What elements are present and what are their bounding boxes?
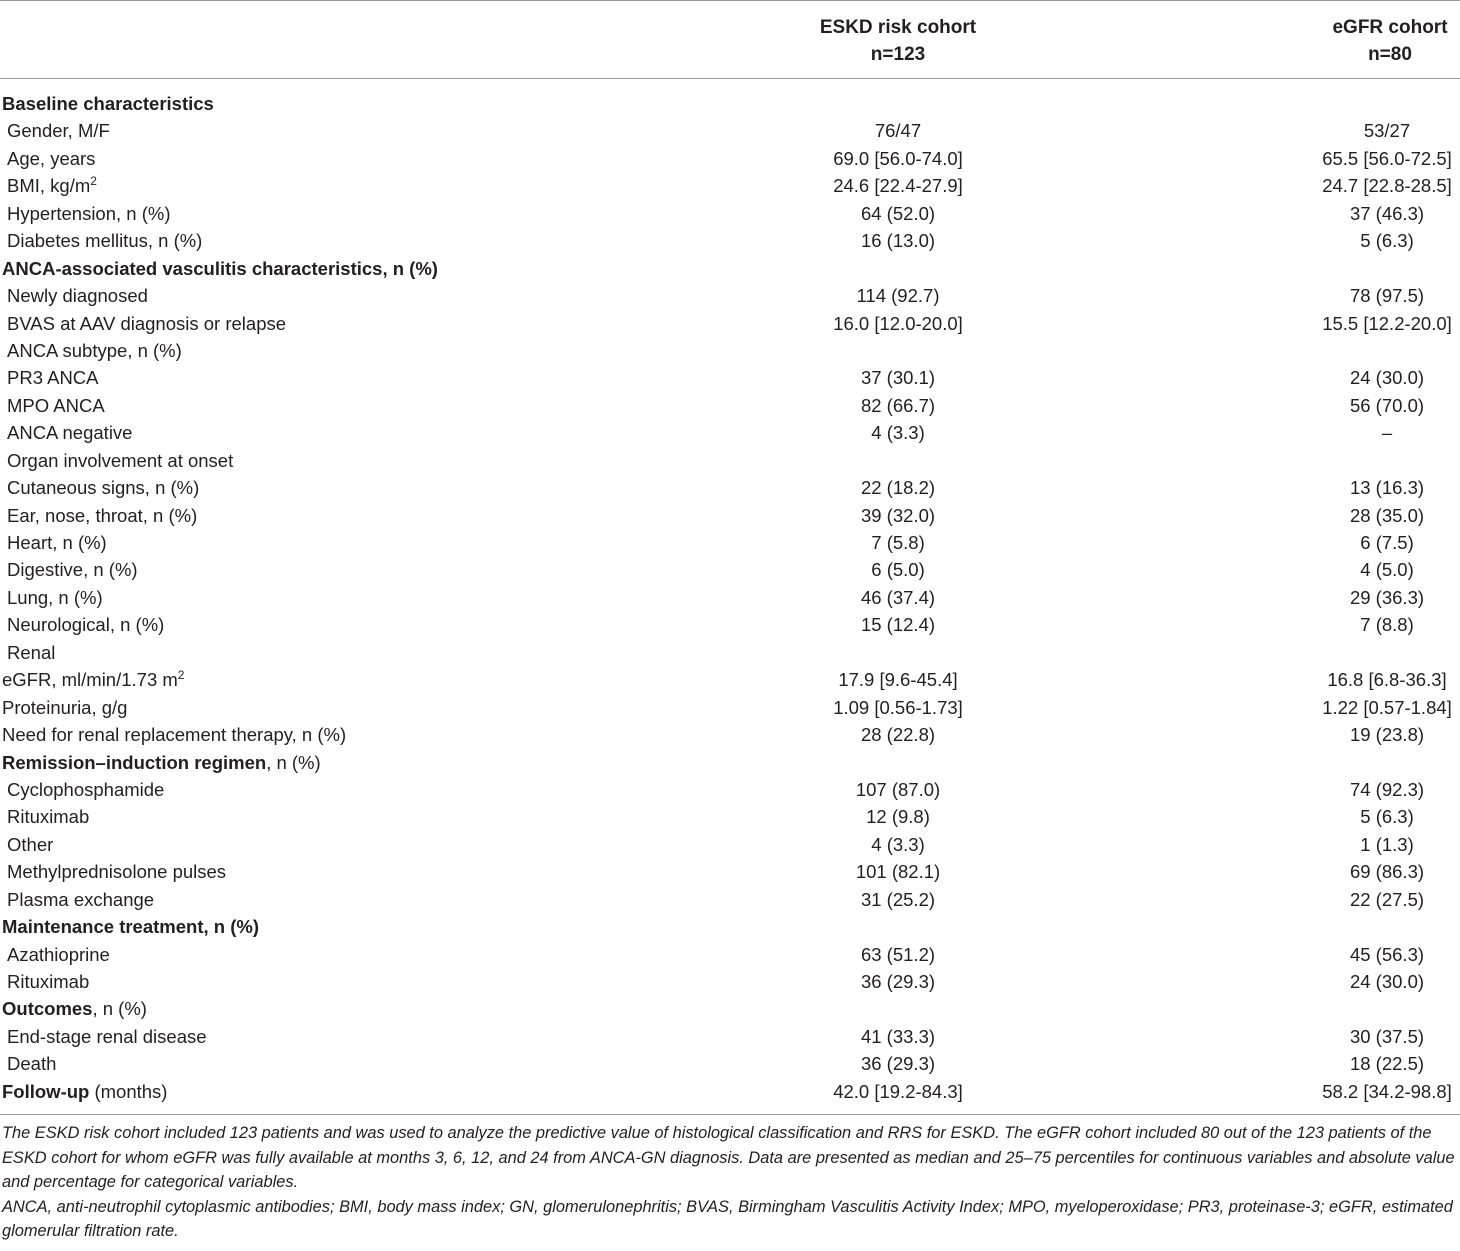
cell-eskd-cohort: 36 (29.3)	[860, 971, 936, 992]
cell-eskd-cohort: 41 (33.3)	[860, 1025, 936, 1047]
row-label-text: Azathioprine	[7, 943, 110, 965]
cell-eskd-cohort: 16 (13.0)	[860, 230, 936, 252]
cell-eskd-cohort: 4 (3.3)	[871, 833, 925, 855]
row-label-text: ANCA negative	[7, 422, 133, 444]
row-label-text: Outcomes	[2, 998, 93, 1020]
row-label	[7, 502, 197, 529]
row-label-text: Follow-up	[2, 1080, 90, 1102]
row-label-text: Hypertension, n (%)	[7, 202, 171, 224]
row-label-text: eGFR, ml/min/1.73 m	[2, 669, 178, 691]
bottom-rule	[0, 1114, 1460, 1115]
cell-egfr-cohort: 74 (92.3)	[1349, 778, 1425, 800]
table-footnotes	[2, 1121, 1458, 1244]
row-label	[7, 941, 110, 968]
cell-eskd-cohort: 12 (9.8)	[866, 806, 930, 828]
table-row	[0, 886, 1460, 913]
table-row	[0, 803, 1460, 830]
cell-egfr-cohort: 5 (6.3)	[1360, 806, 1414, 828]
cell-eskd-cohort: 15 (12.4)	[860, 614, 936, 636]
table-row	[0, 419, 1460, 446]
cell-egfr-cohort: 30 (37.5)	[1349, 1025, 1425, 1047]
cell-egfr-cohort: 1 (1.3)	[1360, 833, 1414, 855]
table-row	[0, 776, 1460, 803]
row-label	[7, 447, 233, 474]
row-label-text: Lung, n (%)	[7, 586, 103, 608]
row-label-text: MPO ANCA	[7, 394, 105, 416]
cell-eskd-cohort: 7 (5.8)	[871, 532, 925, 553]
table-row	[0, 529, 1460, 556]
cell-eskd-cohort: 69.0 [56.0-74.0]	[833, 147, 963, 169]
table-row	[0, 639, 1460, 666]
cell-egfr-cohort: 24 (30.0)	[1349, 367, 1425, 389]
row-label-text: PR3 ANCA	[7, 367, 99, 389]
table-row	[0, 172, 1460, 199]
row-label-text: Proteinuria, g/g	[2, 696, 128, 718]
table-row	[0, 474, 1460, 501]
row-label	[7, 968, 89, 995]
table-row	[0, 282, 1460, 309]
cell-eskd-cohort: 46 (37.4)	[860, 586, 936, 608]
row-label-text: Ear, nose, throat, n (%)	[7, 504, 198, 526]
row-label-text: Death	[7, 1053, 57, 1075]
section-row	[0, 255, 1460, 282]
row-label-text: Plasma exchange	[7, 888, 155, 910]
section-label	[2, 749, 321, 776]
table-row	[0, 858, 1460, 885]
section-row	[0, 995, 1460, 1022]
row-label	[7, 310, 286, 337]
row-label	[7, 145, 95, 172]
cell-eskd-cohort: 39 (32.0)	[860, 504, 936, 526]
cell-eskd-cohort: 64 (52.0)	[860, 202, 936, 224]
section-row	[0, 90, 1460, 117]
cell-egfr-cohort: 24 (30.0)	[1349, 971, 1425, 992]
row-label	[7, 611, 164, 638]
table-row	[0, 1023, 1460, 1050]
row-label-text: BVAS at AAV diagnosis or relapse	[7, 312, 287, 334]
row-label-text: Remission–induction regimen	[2, 751, 267, 773]
cell-egfr-cohort: 28 (35.0)	[1349, 504, 1425, 526]
row-label	[2, 666, 184, 693]
row-label-text: Renal	[7, 641, 56, 663]
column-header-count: n=80	[1368, 44, 1412, 65]
table-row	[0, 392, 1460, 419]
row-label	[7, 858, 226, 885]
cell-eskd-cohort: 82 (66.7)	[860, 394, 936, 416]
table-row	[0, 1050, 1460, 1077]
row-label-text: Neurological, n (%)	[7, 614, 165, 636]
cell-egfr-cohort: 1.22 [0.57-1.84]	[1322, 696, 1452, 718]
row-label	[7, 392, 105, 419]
row-label	[7, 282, 148, 309]
row-label	[7, 419, 132, 446]
cell-eskd-cohort: 16.0 [12.0-20.0]	[833, 312, 963, 334]
row-label-text: Newly diagnosed	[7, 285, 148, 307]
cell-egfr-cohort: –	[1381, 422, 1393, 444]
cell-eskd-cohort: 101 (82.1)	[855, 861, 941, 883]
table-row	[0, 337, 1460, 364]
cell-egfr-cohort: 24.7 [22.8-28.5]	[1322, 175, 1452, 197]
cell-eskd-cohort: 63 (51.2)	[860, 943, 936, 965]
row-label-text: End-stage renal disease	[7, 1025, 207, 1047]
table-row	[0, 941, 1460, 968]
cell-egfr-cohort: 56 (70.0)	[1349, 394, 1425, 416]
row-label-suffix: (months)	[89, 1080, 168, 1102]
row-label-text: Rituximab	[7, 971, 90, 992]
cell-eskd-cohort: 1.09 [0.56-1.73]	[833, 696, 963, 718]
cell-egfr-cohort: 53/27	[1363, 120, 1411, 142]
row-label-text: Gender, M/F	[7, 120, 110, 142]
cell-eskd-cohort: 42.0 [19.2-84.3]	[833, 1080, 963, 1102]
row-label-text: BMI, kg/m	[7, 175, 91, 197]
top-rule	[0, 0, 1460, 1]
row-label	[7, 831, 53, 858]
section-row	[0, 913, 1460, 940]
row-label	[7, 584, 103, 611]
table-row	[0, 584, 1460, 611]
section-label	[2, 1078, 167, 1105]
row-label	[7, 227, 202, 254]
table-row	[0, 556, 1460, 583]
cell-eskd-cohort: 76/47	[874, 120, 922, 142]
table-row	[0, 502, 1460, 529]
row-label	[7, 776, 164, 803]
row-label	[7, 172, 97, 199]
table-row	[0, 968, 1460, 995]
row-label	[7, 474, 199, 501]
cell-egfr-cohort: 6 (7.5)	[1360, 532, 1414, 553]
superscript: 2	[90, 174, 97, 189]
cell-egfr-cohort: 37 (46.3)	[1349, 202, 1425, 224]
row-label-text: Age, years	[7, 147, 96, 169]
row-label-text: Diabetes mellitus, n (%)	[7, 230, 203, 252]
row-label	[2, 721, 346, 748]
table-row	[0, 666, 1460, 693]
section-row	[0, 749, 1460, 776]
column-header-eskd-cohort	[796, 14, 1000, 68]
row-label-text: ANCA subtype, n (%)	[7, 339, 182, 361]
row-label-text: Cyclophosphamide	[7, 778, 165, 800]
cell-egfr-cohort: 78 (97.5)	[1349, 285, 1425, 307]
table-row	[0, 694, 1460, 721]
footnote-description: The ESKD risk cohort included 123 patients and was used to analyze the predictive value of histological classification and RRS for ESKD. The eGFR cohort included 80 out of the 123 patients of the ESKD cohort for whom eGFR was fully available at months 3, 6, 12, and 24 from ANCA-GN diagnosis. Data are presented as median and 25–75 percentiles for continuous variables and absolute value and percentage for categorical variables.	[2, 1124, 1455, 1191]
row-label	[7, 200, 170, 227]
cell-eskd-cohort: 24.6 [22.4-27.9]	[833, 175, 963, 197]
row-label-text: Other	[7, 833, 54, 855]
cell-eskd-cohort: 28 (22.8)	[860, 724, 936, 746]
cell-eskd-cohort: 114 (92.7)	[856, 285, 940, 307]
row-label	[7, 337, 182, 364]
table-row	[0, 227, 1460, 254]
row-label-text: Organ involvement at onset	[7, 449, 234, 471]
row-label-text: Baseline characteristics	[2, 93, 214, 114]
row-label	[7, 1050, 56, 1077]
row-label-suffix: , n (%)	[92, 998, 147, 1020]
cell-eskd-cohort: 107 (87.0)	[855, 778, 941, 800]
row-label	[7, 364, 99, 391]
section-row	[0, 1078, 1460, 1105]
cell-egfr-cohort: 7 (8.8)	[1360, 614, 1414, 636]
cell-egfr-cohort: 22 (27.5)	[1349, 888, 1425, 910]
cell-eskd-cohort: 17.9 [9.6-45.4]	[838, 669, 958, 691]
row-label	[7, 1023, 207, 1050]
column-header-egfr-cohort	[1318, 14, 1460, 68]
row-label-text: Maintenance treatment, n (%)	[2, 916, 259, 938]
cell-egfr-cohort: 5 (6.3)	[1360, 230, 1414, 252]
column-header-count: n=123	[870, 44, 926, 65]
cell-eskd-cohort: 37 (30.1)	[860, 367, 936, 389]
row-label-suffix: , n (%)	[266, 751, 321, 773]
table-row	[0, 145, 1460, 172]
row-label	[7, 803, 89, 830]
cell-eskd-cohort: 22 (18.2)	[860, 477, 936, 499]
cell-egfr-cohort: 15.5 [12.2-20.0]	[1322, 312, 1452, 334]
row-label	[7, 529, 107, 556]
cell-eskd-cohort: 4 (3.3)	[871, 422, 925, 444]
table-body	[0, 90, 1460, 1105]
column-header-name: eGFR cohort	[1332, 17, 1448, 38]
footnote-abbreviations: ANCA, anti-neutrophil cytoplasmic antibodies; BMI, body mass index; GN, glomerulonephritis; BVAS, Birmingham Vasculitis Activity Index; MPO, myeloperoxidase; PR3, proteinase-3; eGFR, estimated glomerular filtration rate.	[2, 1197, 1453, 1240]
row-label	[7, 639, 55, 666]
table-row	[0, 364, 1460, 391]
row-label	[7, 556, 138, 583]
section-label	[2, 995, 147, 1022]
row-label	[7, 117, 110, 144]
cell-egfr-cohort: 58.2 [34.2-98.8]	[1322, 1080, 1452, 1102]
cell-egfr-cohort: 18 (22.5)	[1349, 1053, 1425, 1075]
section-label	[2, 90, 214, 117]
row-label	[7, 886, 154, 913]
table-row	[0, 200, 1460, 227]
cell-egfr-cohort: 65.5 [56.0-72.5]	[1322, 147, 1452, 169]
table-row	[0, 117, 1460, 144]
column-header-name: ESKD risk cohort	[819, 17, 977, 38]
cell-egfr-cohort: 19 (23.8)	[1349, 724, 1425, 746]
row-label-text: Need for renal replacement therapy, n (%)	[2, 724, 347, 746]
superscript: 2	[177, 668, 185, 683]
row-label-text: Heart, n (%)	[7, 532, 107, 553]
table-row	[0, 310, 1460, 337]
section-label	[2, 255, 438, 282]
cell-eskd-cohort: 36 (29.3)	[860, 1053, 936, 1075]
section-label	[2, 913, 259, 940]
row-label-text: ANCA-associated vasculitis characteristics, n (%)	[2, 257, 438, 279]
header-rule	[0, 78, 1460, 79]
cell-eskd-cohort: 6 (5.0)	[871, 559, 925, 581]
cell-egfr-cohort: 45 (56.3)	[1349, 943, 1425, 965]
cell-eskd-cohort: 31 (25.2)	[860, 888, 936, 910]
cell-egfr-cohort: 13 (16.3)	[1349, 477, 1425, 499]
row-label-text: Methylprednisolone pulses	[7, 861, 227, 883]
table-row	[0, 447, 1460, 474]
table-row	[0, 611, 1460, 638]
row-label-text: Rituximab	[7, 806, 90, 828]
row-label-text: Cutaneous signs, n (%)	[7, 477, 200, 499]
cell-egfr-cohort: 4 (5.0)	[1360, 559, 1414, 581]
cell-egfr-cohort: 16.8 [6.8-36.3]	[1327, 669, 1447, 691]
cell-egfr-cohort: 29 (36.3)	[1349, 586, 1425, 608]
cell-egfr-cohort: 69 (86.3)	[1349, 861, 1425, 883]
table-row	[0, 831, 1460, 858]
row-label	[2, 694, 127, 721]
table-row	[0, 721, 1460, 748]
row-label-text: Digestive, n (%)	[7, 559, 138, 581]
